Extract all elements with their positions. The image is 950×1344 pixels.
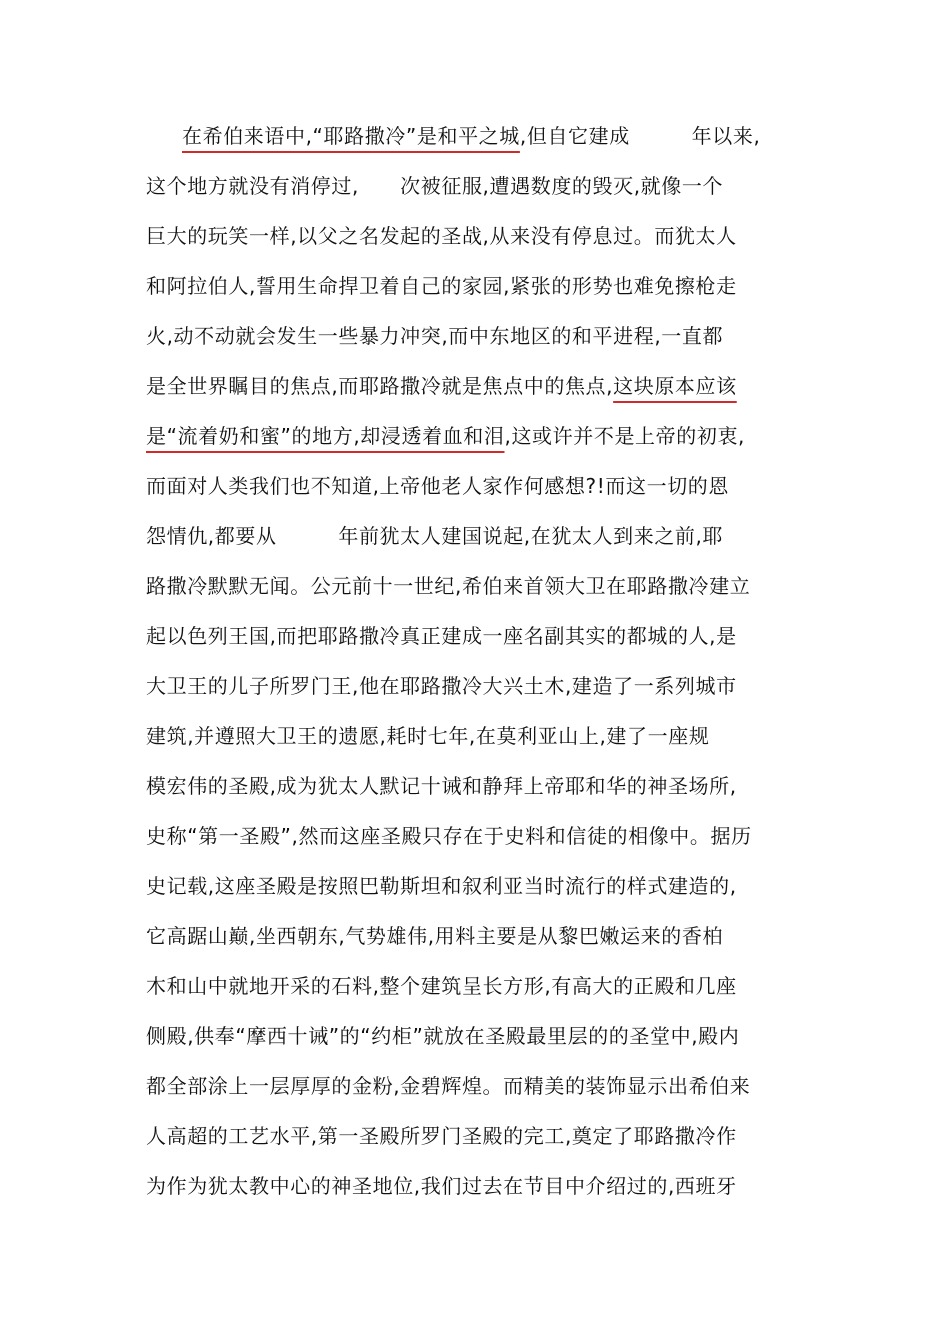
text-line xyxy=(146,322,723,350)
line-text: 都全部涂上一层厚厚的金粉,金碧辉煌。而精美的装饰显示出希伯来 xyxy=(146,1074,751,1098)
text-line xyxy=(146,1172,737,1200)
line-text: 路撒冷默默无闻。公元前十一世纪,希伯来首领大卫在耶路撒冷建立 xyxy=(146,574,751,598)
line-text: 史记载,这座圣殿是按照巴勒斯坦和叙利亚当时流行的样式建造的, xyxy=(146,874,737,898)
line-text: 起以色列王国,而把耶路撒冷真正建成一座名副其实的都城的人,是 xyxy=(146,624,737,648)
text-line xyxy=(182,122,760,150)
line-text: 侧殿,供奉“摩西十诫”的“约柜”就放在圣殿最里层的的圣堂中,殿内 xyxy=(146,1024,740,1048)
text-line xyxy=(146,222,737,250)
text-line xyxy=(146,822,752,850)
text-line xyxy=(146,372,737,400)
text-line xyxy=(146,722,709,750)
line-text: 模宏伟的圣殿,成为犹太人默记十诫和静拜上帝耶和华的神圣场所, xyxy=(146,774,737,798)
text-line xyxy=(146,472,729,500)
text-line xyxy=(146,772,737,800)
line-text: 和阿拉伯人,誓用生命捍卫着自己的家园,紧张的形势也难免擦枪走 xyxy=(146,274,737,298)
line-text: 火,动不动就会发生一些暴力冲突,而中东地区的和平进程,一直都 xyxy=(146,324,724,348)
text-line xyxy=(146,622,737,650)
text-line xyxy=(146,1122,737,1150)
line-text: 怨情仇,都要从 年前犹太人建国说起,在犹太人到来之前,耶 xyxy=(146,524,724,548)
text-line xyxy=(146,572,750,600)
text-line xyxy=(146,872,737,900)
text-line xyxy=(146,972,737,1000)
line-text: ,但自它建成 年以来, xyxy=(519,124,761,148)
text-line xyxy=(146,272,737,300)
line-text: 巨大的玩笑一样,以父之名发起的圣战,从来没有停息过。而犹太人 xyxy=(146,224,737,248)
line-text: 木和山中就地开采的石料,整个建筑呈长方形,有高大的正殿和几座 xyxy=(146,974,737,998)
line-text: 大卫王的儿子所罗门王,他在耶路撒冷大兴土木,建造了一系列城市 xyxy=(146,674,737,698)
line-text: 人高超的工艺水平,第一圣殿所罗门圣殿的完工,奠定了耶路撒冷作 xyxy=(146,1124,737,1148)
line-text: ,这或许并不是上帝的初衷, xyxy=(504,424,745,448)
line-text: 是全世界瞩目的焦点,而耶路撒冷就是焦点中的焦点, xyxy=(146,374,614,398)
underlined-text: 是“流着奶和蜜”的地方,却浸透着血和泪 xyxy=(146,424,505,448)
text-line xyxy=(146,672,737,700)
line-text: 建筑,并遵照大卫王的遗愿,耗时七年,在莫利亚山上,建了一座规 xyxy=(146,724,710,748)
text-line xyxy=(146,522,723,550)
text-line xyxy=(146,1022,739,1050)
line-text: 为作为犹太教中心的神圣地位,我们过去在节目中介绍过的,西班牙 xyxy=(146,1174,737,1198)
text-line xyxy=(146,172,723,200)
text-line xyxy=(146,922,723,950)
text-line xyxy=(146,422,745,450)
underlined-text: 在希伯来语中,“耶路撒冷”是和平之城 xyxy=(182,124,520,148)
line-text: 它高踞山巅,坐西朝东,气势雄伟,用料主要是从黎巴嫩运来的香柏 xyxy=(146,924,724,948)
text-line xyxy=(146,1072,750,1100)
line-text: 而面对人类我们也不知道,上帝他老人家作何感想?!而这一切的恩 xyxy=(146,474,729,498)
line-text: 这个地方就没有消停过, 次被征服,遭遇数度的毁灭,就像一个 xyxy=(146,174,724,198)
line-text: 史称“第一圣殿”,然而这座圣殿只存在于史料和信徒的相像中。据历 xyxy=(146,824,752,848)
underlined-text: 这块原本应该 xyxy=(613,374,737,398)
